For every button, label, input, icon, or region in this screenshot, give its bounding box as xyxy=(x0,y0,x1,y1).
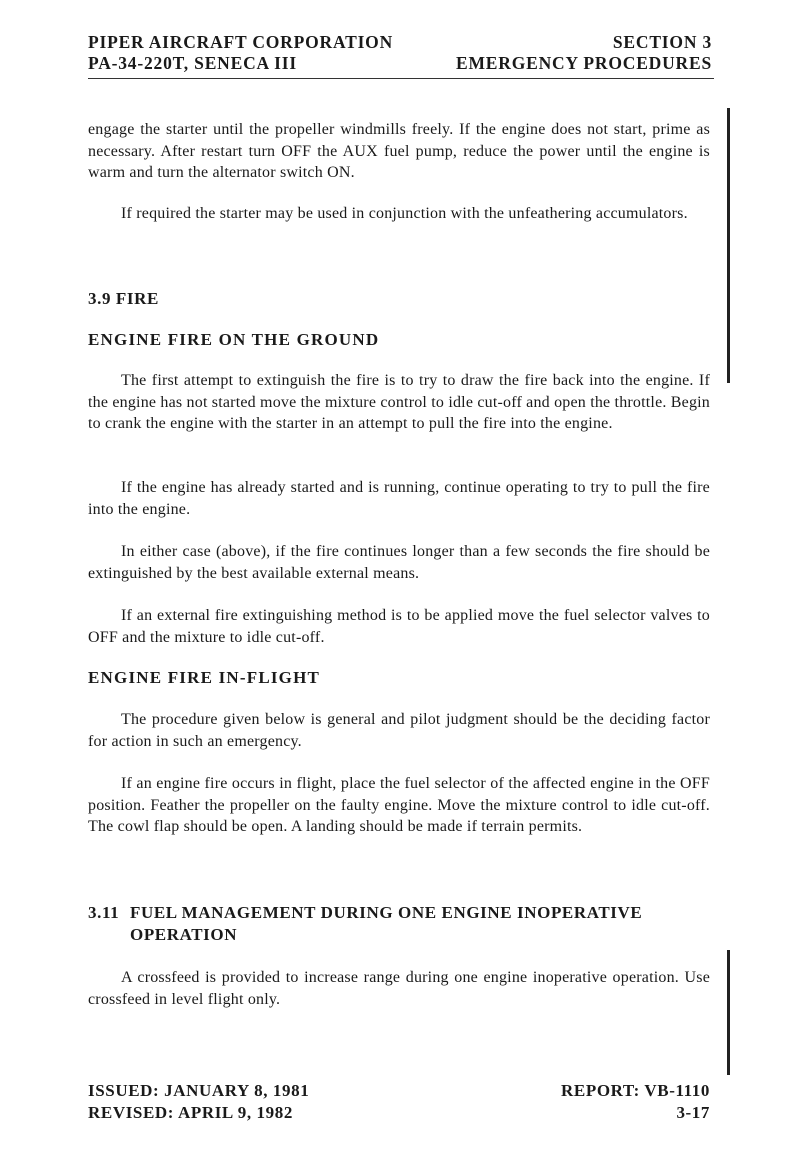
issued-date: ISSUED: JANUARY 8, 1981 xyxy=(88,1081,310,1100)
ground-fire-paragraph-1: The first attempt to extinguish the fire is to try to draw the fire back into the engine. If the engine has not started move the mixture control to idle cut-off and open the throttle. Begin to crank the engine with the starter in an attempt to pull the fire into the engine. xyxy=(88,372,710,432)
paragraph-restart: engage the starter until the propeller windmills freely. If the engine does not start, prime as necessary. After restart turn OFF the AUX fuel pump, reduce the power until the engine is warm and turn the alternator switch ON. xyxy=(88,121,710,181)
section-3-11-title-line2: OPERATION xyxy=(130,925,238,944)
header-row-2 xyxy=(88,53,712,74)
ground-fire-heading: ENGINE FIRE ON THE GROUND xyxy=(88,330,380,349)
report-number: REPORT: VB-1110 xyxy=(561,1081,710,1100)
page-footer xyxy=(88,1080,710,1124)
header-row-1 xyxy=(88,32,712,53)
company-name: PIPER AIRCRAFT CORPORATION xyxy=(88,32,394,52)
flight-fire-paragraph-2: If an engine fire occurs in flight, place the fuel selector of the affected engine in the OFF position. Feather the propeller on the faulty engine. Move the mixture control to idle cut-off. The cowl flap should be open. A landing should be made if terrain permits. xyxy=(88,775,710,835)
section-3-9-title: 3.9 FIRE xyxy=(88,289,159,308)
section-3-11-title-line1: FUEL MANAGEMENT DURING ONE ENGINE INOPERATIVE xyxy=(130,903,643,922)
ground-fire-paragraph-3: In either case (above), if the fire continues longer than a few seconds the fire should be extinguished by the best available external means. xyxy=(88,543,710,582)
paragraph-starter: If required the starter may be used in conjunction with the unfeathering accumulators. xyxy=(121,205,688,222)
revision-bar-top xyxy=(727,108,730,383)
footer-row-1 xyxy=(88,1080,710,1102)
section-3-11-title xyxy=(88,902,718,946)
crossfeed-paragraph: A crossfeed is provided to increase range during one engine inoperative operation. Use crossfeed in level flight only. xyxy=(88,969,710,1008)
aircraft-model: PA-34-220T, SENECA III xyxy=(88,53,297,73)
footer-row-2 xyxy=(88,1102,710,1124)
section-title: EMERGENCY PROCEDURES xyxy=(456,53,712,73)
section-3-11-number: 3.11 xyxy=(88,903,120,922)
section-label: SECTION 3 xyxy=(612,32,712,52)
header-divider xyxy=(88,78,714,79)
ground-fire-paragraph-4: If an external fire extinguishing method is to be applied move the fuel selector valves to OFF and the mixture to idle cut-off. xyxy=(88,607,710,646)
flight-fire-heading: ENGINE FIRE IN-FLIGHT xyxy=(88,668,321,687)
page-header xyxy=(88,32,712,74)
flight-fire-paragraph-1: The procedure given below is general and pilot judgment should be the deciding factor for action in such an emergency. xyxy=(88,711,710,750)
revised-date: REVISED: APRIL 9, 1982 xyxy=(88,1103,293,1122)
ground-fire-paragraph-2: If the engine has already started and is running, continue operating to try to pull the fire into the engine. xyxy=(88,479,710,518)
page-number: 3-17 xyxy=(676,1103,710,1122)
revision-bar-bottom xyxy=(727,950,730,1075)
